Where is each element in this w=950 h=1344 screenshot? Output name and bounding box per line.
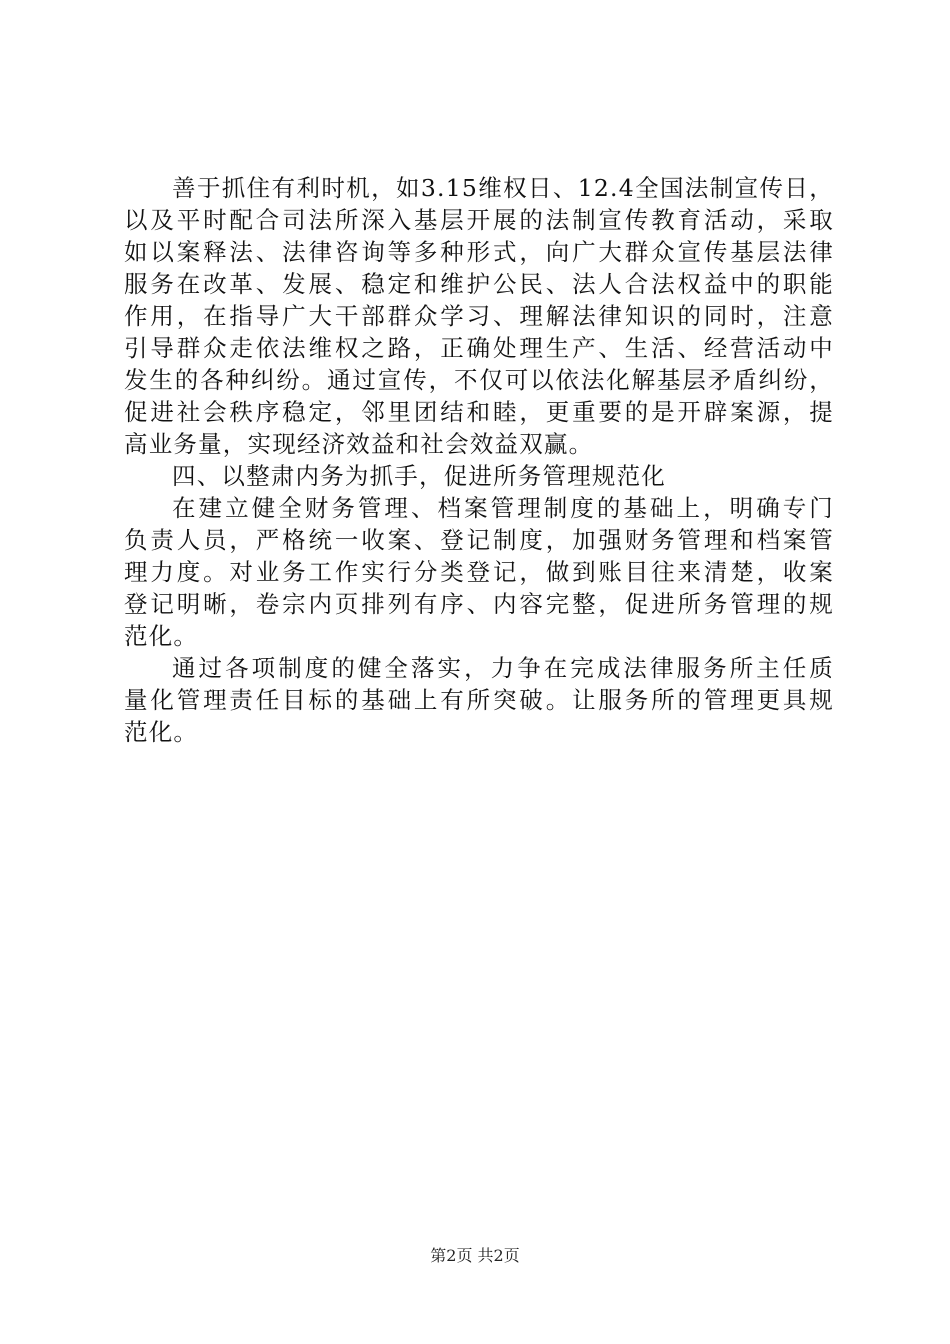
- text-line: 促进社会秩序稳定，邻里团结和睦，更重要的是开辟案源，提: [124, 398, 834, 426]
- text-line: 负责人员，严格统一收案、登记制度，加强财务管理和档案管: [124, 526, 834, 554]
- text-line: 四、以整肃内务为抓手，促进所务管理规范化: [172, 462, 666, 490]
- text-line: 以及平时配合司法所深入基层开展的法制宣传教育活动，采取: [124, 206, 834, 234]
- text-line: 登记明晰，卷宗内页排列有序、内容完整，促进所务管理的规: [124, 590, 834, 618]
- text-line: 引导群众走依法维权之路，正确处理生产、生活、经营活动中: [124, 334, 834, 362]
- text-line: 发生的各种纠纷。通过宣传，不仅可以依法化解基层矛盾纠纷，: [124, 366, 834, 394]
- text-line: 高业务量，实现经济效益和社会效益双赢。: [124, 430, 594, 458]
- text-line: 如以案释法、法律咨询等多种形式，向广大群众宣传基层法律: [124, 238, 834, 266]
- text-line: 范化。: [124, 718, 199, 746]
- text-line: 范化。: [124, 622, 199, 650]
- document-body: [124, 172, 834, 748]
- page-footer: 第2页 共2页: [430, 1246, 520, 1265]
- text-line: 量化管理责任目标的基础上有所突破。让服务所的管理更具规: [124, 686, 834, 714]
- text-line: 服务在改革、发展、稳定和维护公民、法人合法权益中的职能: [124, 270, 834, 298]
- text-line: 在建立健全财务管理、档案管理制度的基础上，明确专门: [172, 494, 834, 522]
- text-line: 善于抓住有利时机，如3.15维权日、12.4全国法制宣传日，: [172, 174, 834, 202]
- text-line: 理力度。对业务工作实行分类登记，做到账目往来清楚，收案: [124, 558, 834, 586]
- text-line: 通过各项制度的健全落实，力争在完成法律服务所主任质: [172, 654, 834, 682]
- text-line: 作用，在指导广大干部群众学习、理解法律知识的同时，注意: [124, 302, 834, 330]
